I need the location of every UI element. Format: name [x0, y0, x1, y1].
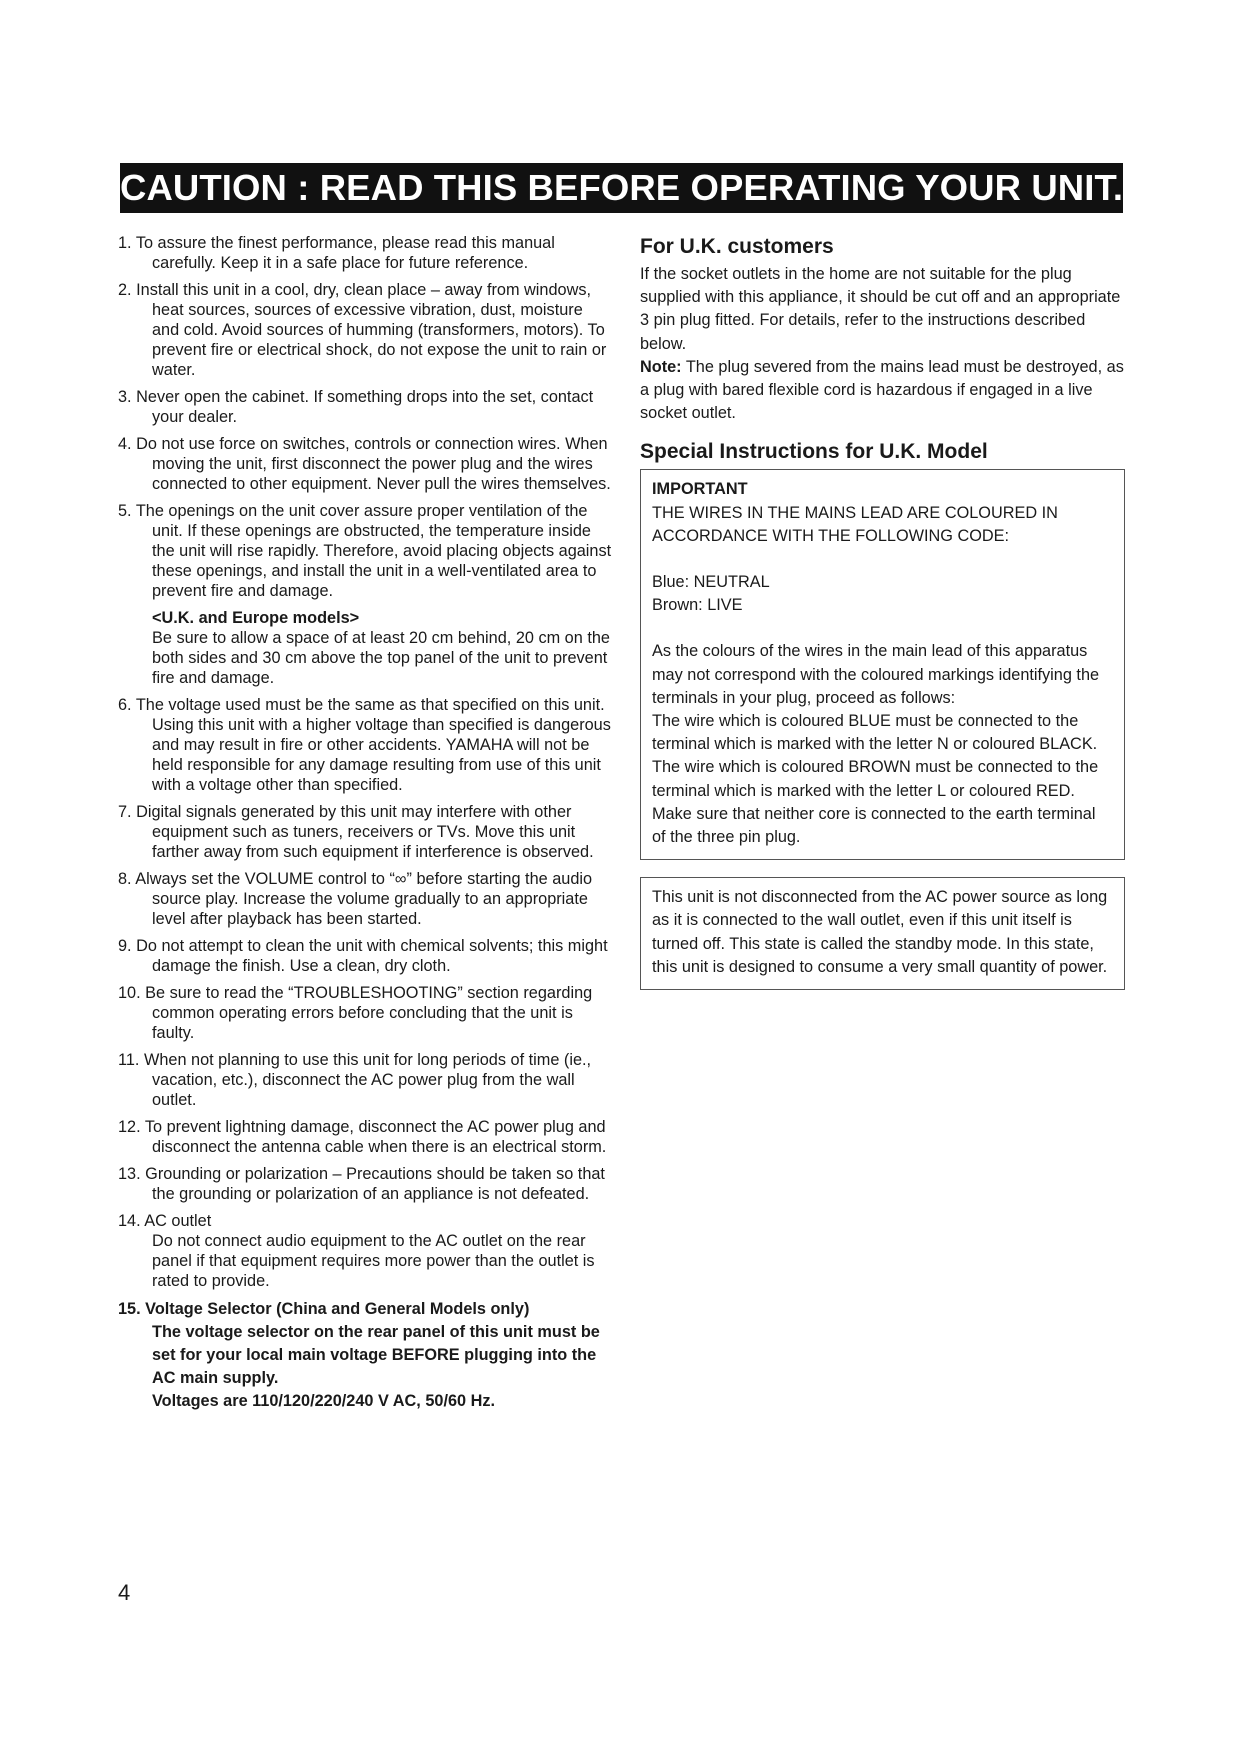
list-item: 12. To prevent lightning damage, disconnect the AC power plug and disconnect the antenna cable when there is an electrical storm. [118, 1118, 607, 1156]
voltage-values: Voltages are 110/120/220/240 V AC, 50/60 Hz. [152, 1392, 496, 1410]
wiring-para-2: The wire which is coloured BLUE must be connected to the terminal which is marked with the letter N or coloured BLACK. The wire which is coloured BROWN must be connected to the terminal which is marked with the letter L or coloured RED. Make sure that neither core is connected to the earth terminal of the three pin plug. [652, 712, 1099, 847]
uk-customers-text: If the socket outlets in the home are not suitable for the plug supplied with this appliance, it should be cut off and an appropriate 3 pin plug fitted. For details, refer to the instructions described below. [640, 265, 1121, 353]
list-item-voltage-selector: 15. Voltage Selector (China and General Models only) The voltage selector on the rear panel of this unit must be set for your local main voltage BEFORE plugging into the AC main supply. Voltages are 110/120/220/240 V AC, 50/60 Hz. [118, 1298, 614, 1413]
list-item: 1. To assure the finest performance, please read this manual carefully. Keep it in a safe place for future reference. [118, 234, 555, 272]
uk-customers-heading: For U.K. customers [640, 235, 834, 258]
list-item: 5. The openings on the unit cover assure proper ventilation of the unit. If these openings are obstructed, the temperature inside the unit will rise rapidly. Therefore, avoid placing objects against these openings, and install the unit in a well-ventilated area to prevent fire and damage. [118, 502, 612, 600]
list-item: 3. Never open the cabinet. If something drops into the set, contact your dealer. [118, 388, 594, 426]
list-item: 2. Install this unit in a cool, dry, clean place – away from windows, heat sources, sources of excessive vibration, dust, moisture and cold. Avoid sources of humming (transformers, motors). To prevent fire or electrical shock, do not expose the unit to rain or water. [118, 281, 607, 379]
wiring-para-1: As the colours of the wires in the main lead of this apparatus may not correspond with the coloured markings identifying the terminals in your plug, proceed as follows: [652, 642, 1100, 707]
caution-banner: CAUTION : READ THIS BEFORE OPERATING YOUR UNIT. [120, 163, 1123, 213]
uk-europe-heading: <U.K. and Europe models> [152, 609, 360, 627]
list-item: 14. AC outlet Do not connect audio equipment to the AC outlet on the rear panel if that equipment requires more power than the outlet is rated to provide. [118, 1211, 614, 1291]
list-item: 11. When not planning to use this unit for long periods of time (ie., vacation, etc.), disconnect the AC power plug from the wall outlet. [118, 1051, 592, 1109]
right-column [640, 234, 1125, 990]
uk-europe-note [118, 608, 614, 688]
code-line: THE WIRES IN THE MAINS LEAD ARE COLOURED IN ACCORDANCE WITH THE FOLLOWING CODE: [652, 503, 1058, 545]
list-item: 7. Digital signals generated by this unit may interfere with other equipment such as tuners, receivers or TVs. Move this unit farther away from such equipment if interference is observed. [118, 803, 594, 861]
wiring-box [640, 469, 1125, 860]
uk-customers-note: Note: The plug severed from the mains lead must be destroyed, as a plug with bared flexible cord is hazardous if engaged in a live socket outlet. [640, 357, 1124, 423]
list-item: 4. Do not use force on switches, controls or connection wires. When moving the unit, first disconnect the power plug and the wires connected to other equipment. Never pull the wires themselves. [118, 435, 611, 493]
important-label: IMPORTANT [652, 480, 748, 499]
list-item: 13. Grounding or polarization – Precautions should be taken so that the grounding or polarization of an appliance is not defeated. [118, 1165, 605, 1203]
uk-europe-text: Be sure to allow a space of at least 20 cm behind, 20 cm on the both sides and 30 cm above the top panel of the unit to prevent fire and damage. [152, 629, 610, 687]
list-item: 6. The voltage used must be the same as that specified on this unit. Using this unit with a higher voltage than specified is dangerous and may result in fire or other accidents. YAMAHA will not be held responsible for any damage resulting from use of this unit with a voltage other than specified. [118, 696, 611, 794]
list-item: 9. Do not attempt to clean the unit with chemical solvents; this might damage the finish. Use a clean, dry cloth. [118, 937, 608, 975]
page-number: 4 [118, 1580, 131, 1605]
special-instructions-heading: Special Instructions for U.K. Model [640, 440, 988, 464]
standby-box [640, 877, 1125, 990]
list-item: 10. Be sure to read the “TROUBLESHOOTING” section regarding common operating errors before concluding that the unit is faulty. [118, 984, 593, 1042]
caution-list [118, 233, 614, 1420]
list-item: 8. Always set the VOLUME control to “∞” before starting the audio source play. Increase the volume gradually to an appropriate level after playback has been started. [118, 870, 593, 928]
voltage-selector-body: The voltage selector on the rear panel of this unit must be set for your local main voltage BEFORE plugging into the AC main supply. [152, 1323, 600, 1387]
standby-text: This unit is not disconnected from the AC power source as long as it is connected to the wall outlet, even if this unit itself is turned off. This state is called the standby mode. In this state, this unit is designed to consume a very small quantity of power. [652, 888, 1108, 976]
ac-outlet-body: Do not connect audio equipment to the AC outlet on the rear panel if that equipment requires more power than the outlet is rated to provide. [152, 1232, 595, 1290]
blue-neutral: Blue: NEUTRAL [652, 573, 770, 592]
brown-live: Brown: LIVE [652, 596, 743, 615]
